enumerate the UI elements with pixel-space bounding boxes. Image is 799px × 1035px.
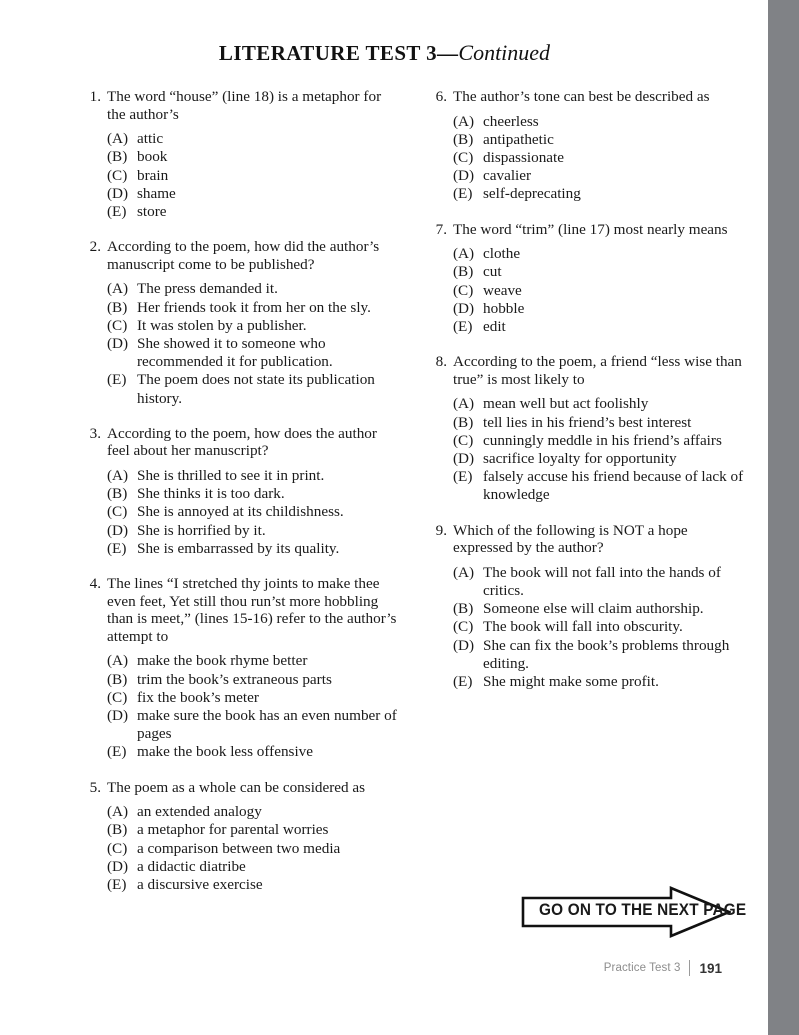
option-text: mean well but act foolishly (483, 395, 649, 413)
answer-option[interactable] (107, 503, 403, 521)
option-text: cut (483, 263, 502, 281)
option-text: edit (483, 318, 506, 336)
option-letter: (A) (107, 280, 129, 298)
answer-option[interactable] (453, 131, 749, 149)
answer-options (85, 130, 403, 221)
answer-options (431, 245, 749, 336)
answer-options (85, 803, 403, 894)
option-text: sacrifice loyalty for opportunity (483, 450, 677, 468)
answer-option[interactable] (107, 821, 403, 839)
option-letter: (A) (453, 395, 475, 413)
question-number: 9. (435, 521, 447, 539)
question-number: 7. (435, 220, 447, 238)
option-letter: (A) (107, 803, 129, 821)
option-text: She is embarrassed by its quality. (137, 539, 340, 557)
answer-option[interactable] (107, 485, 403, 503)
answer-option[interactable] (453, 468, 749, 504)
question-stem (431, 88, 749, 106)
option-text: The book will not fall into the hands of critics. (483, 563, 721, 600)
answer-option[interactable] (107, 540, 403, 558)
answer-option[interactable] (453, 564, 749, 600)
option-text: attic (137, 130, 164, 148)
question-number: 3. (89, 424, 101, 442)
option-text: She thinks it is too dark. (137, 485, 285, 503)
answer-option[interactable] (107, 467, 403, 485)
question-text: According to the poem, how did the author’s manuscript come to be published? (107, 238, 380, 273)
option-text: clothe (483, 245, 521, 263)
option-text: The press demanded it. (137, 280, 278, 298)
option-text: trim the book’s extraneous parts (137, 670, 332, 688)
question-stem (85, 575, 403, 645)
answer-option[interactable] (107, 671, 403, 689)
answer-option[interactable] (107, 689, 403, 707)
option-text: cheerless (483, 112, 539, 130)
option-text: make sure the book has an even number of pages (137, 707, 397, 743)
question-7 (431, 221, 749, 337)
option-letter: (D) (107, 707, 129, 724)
question-stem (85, 425, 403, 460)
answer-option[interactable] (107, 130, 403, 148)
option-text: She is horrified by it. (137, 521, 266, 539)
answer-option[interactable] (107, 148, 403, 166)
option-text: a comparison between two media (137, 839, 341, 857)
question-column-right (431, 88, 749, 708)
question-1 (85, 88, 403, 221)
option-letter: (E) (453, 318, 473, 336)
answer-option[interactable] (453, 245, 749, 263)
question-text: The word “house” (line 18) is a metaphor for the author’s (107, 88, 382, 123)
option-letter: (A) (453, 245, 475, 263)
question-9 (431, 522, 749, 692)
option-letter: (D) (107, 521, 129, 539)
option-letter: (B) (107, 670, 128, 688)
question-stem (85, 238, 403, 273)
option-letter: (B) (453, 413, 474, 431)
option-letter: (E) (107, 876, 127, 894)
answer-option[interactable] (453, 300, 749, 318)
option-letter: (B) (453, 130, 474, 148)
answer-option[interactable] (107, 299, 403, 317)
option-letter: (B) (107, 821, 128, 839)
question-text: The lines “I stretched thy joints to make thee even feet, Yet still thou run’st more hobbling than is meet,” (lines 15-16) refer to the author’s attempt to (107, 575, 397, 645)
option-letter: (B) (453, 263, 474, 281)
answer-option[interactable] (453, 263, 749, 281)
option-letter: (C) (107, 316, 128, 334)
option-letter: (D) (453, 636, 475, 654)
question-stem (431, 221, 749, 239)
option-text: an extended analogy (137, 803, 262, 821)
question-text: According to the poem, a friend “less wise than true” is most likely to (453, 353, 742, 388)
option-letter: (A) (453, 563, 475, 581)
answer-option[interactable] (453, 395, 749, 413)
answer-option[interactable] (107, 522, 403, 540)
page-edge-band (768, 0, 799, 1035)
question-number: 5. (89, 778, 101, 796)
next-page-label: GO ON TO THE NEXT PAGE (539, 901, 747, 919)
option-letter: (E) (107, 203, 127, 220)
answer-options (85, 652, 403, 761)
question-number: 4. (89, 575, 101, 593)
option-letter: (C) (107, 503, 128, 521)
option-letter: (D) (453, 299, 475, 317)
answer-option[interactable] (453, 600, 749, 618)
option-text: weave (483, 281, 522, 299)
answer-option[interactable] (107, 707, 403, 743)
question-text: The poem as a whole can be considered as (107, 778, 366, 796)
option-letter: (C) (453, 431, 474, 449)
option-letter: (C) (453, 149, 474, 166)
answer-options (431, 395, 749, 504)
option-letter: (D) (453, 167, 475, 185)
answer-option[interactable] (107, 858, 403, 876)
question-stem (431, 353, 749, 388)
answer-option[interactable] (107, 335, 403, 371)
answer-option[interactable] (453, 167, 749, 185)
option-text: a didactic diatribe (137, 857, 246, 875)
option-letter: (B) (107, 298, 128, 316)
footer-divider (689, 960, 690, 976)
answer-option[interactable] (453, 318, 749, 336)
option-letter: (B) (107, 148, 128, 166)
option-text: fix the book’s meter (137, 688, 259, 706)
go-on-to-next-page-banner (521, 886, 747, 938)
option-text: She is annoyed at its childishness. (137, 503, 344, 521)
option-text: cavalier (483, 167, 532, 185)
questions-area (0, 88, 769, 894)
answer-options (85, 280, 403, 407)
option-text: make the book rhyme better (137, 652, 308, 670)
question-stem (85, 88, 403, 123)
answer-option[interactable] (453, 673, 749, 691)
option-text: The book will fall into obscurity. (483, 618, 683, 636)
option-text: antipathetic (483, 130, 554, 148)
option-text: The poem does not state its publication history. (137, 371, 375, 407)
option-letter: (B) (107, 485, 128, 503)
answer-option[interactable] (107, 803, 403, 821)
option-letter: (C) (453, 281, 474, 299)
option-text: shame (137, 184, 176, 202)
answer-option[interactable] (107, 203, 403, 221)
option-letter: (A) (453, 112, 475, 130)
question-stem (85, 779, 403, 797)
answer-option[interactable] (107, 743, 403, 761)
page-footer (604, 960, 722, 976)
question-5 (85, 779, 403, 895)
option-letter: (E) (107, 539, 127, 557)
answer-option[interactable] (107, 840, 403, 858)
question-8 (431, 353, 749, 504)
option-letter: (E) (453, 673, 473, 691)
option-letter: (A) (107, 130, 129, 148)
option-text: make the book less offensive (137, 743, 314, 761)
question-number: 8. (435, 353, 447, 371)
question-6 (431, 88, 749, 204)
answer-options (431, 564, 749, 691)
option-text: a discursive exercise (137, 876, 263, 894)
footer-test-label: Practice Test 3 (603, 962, 681, 974)
option-letter: (D) (107, 184, 129, 202)
answer-option[interactable] (453, 618, 749, 636)
answer-option[interactable] (107, 652, 403, 670)
answer-option[interactable] (453, 432, 749, 450)
option-text: She might make some profit. (483, 673, 659, 691)
answer-option[interactable] (453, 414, 749, 432)
answer-options (85, 467, 403, 558)
option-text: She is thrilled to see it in print. (137, 467, 325, 484)
answer-option[interactable] (453, 282, 749, 300)
option-letter: (E) (453, 185, 473, 203)
option-letter: (E) (453, 468, 473, 486)
page-title-dash: — (436, 41, 459, 65)
option-letter: (D) (107, 335, 129, 352)
option-letter: (D) (453, 450, 475, 468)
option-letter: (A) (107, 652, 129, 670)
answer-option[interactable] (107, 185, 403, 203)
option-text: hobble (483, 299, 525, 317)
option-text: Her friends took it from her on the sly. (137, 298, 371, 316)
option-text: a metaphor for parental worries (137, 821, 329, 839)
question-text: The author’s tone can best be described as (453, 88, 710, 105)
option-text: She showed it to someone who recommended it for publication. (137, 335, 333, 371)
option-text: dispassionate (483, 149, 564, 166)
option-letter: (B) (453, 600, 474, 618)
option-letter: (E) (107, 371, 127, 389)
question-2 (85, 238, 403, 408)
question-number: 1. (89, 88, 101, 105)
question-column-left (85, 88, 403, 911)
answer-option[interactable] (107, 280, 403, 298)
option-text: Someone else will claim authorship. (483, 600, 704, 618)
answer-option[interactable] (107, 371, 403, 407)
answer-option[interactable] (107, 167, 403, 185)
answer-options (431, 113, 749, 204)
footer-page-number: 191 (699, 960, 722, 976)
option-text: book (137, 148, 168, 166)
question-text: The word “trim” (line 17) most nearly means (453, 220, 728, 238)
option-letter: (C) (107, 688, 128, 706)
option-text: falsely accuse his friend because of lack of knowledge (483, 468, 744, 504)
page-title-main: LITERATURE TEST 3 (218, 41, 437, 65)
option-text: cunningly meddle in his friend’s affairs (483, 431, 722, 449)
option-letter: (C) (107, 839, 128, 857)
answer-option[interactable] (107, 876, 403, 894)
question-3 (85, 425, 403, 558)
option-text: store (137, 203, 167, 220)
answer-option[interactable] (453, 113, 749, 131)
answer-option[interactable] (453, 185, 749, 203)
option-text: brain (137, 166, 169, 184)
option-letter: (A) (107, 467, 129, 484)
question-stem (431, 522, 749, 557)
question-number: 6. (435, 88, 447, 105)
question-number: 2. (89, 238, 101, 256)
option-text: It was stolen by a publisher. (137, 316, 307, 334)
question-text: Which of the following is NOT a hope expressed by the author? (453, 521, 688, 557)
option-text: tell lies in his friend’s best interest (483, 413, 692, 431)
answer-option[interactable] (453, 149, 749, 167)
option-letter: (E) (107, 743, 127, 761)
option-text: self-deprecating (483, 185, 581, 203)
answer-option[interactable] (453, 450, 749, 468)
answer-option[interactable] (107, 317, 403, 335)
option-letter: (C) (107, 166, 128, 184)
answer-option[interactable] (453, 637, 749, 673)
page-title (0, 40, 769, 66)
option-letter: (D) (107, 857, 129, 875)
option-text: She can fix the book’s problems through editing. (483, 636, 730, 672)
question-text: According to the poem, how does the author feel about her manuscript? (107, 424, 377, 460)
question-4 (85, 575, 403, 762)
option-letter: (C) (453, 618, 474, 636)
page-title-continued: Continued (458, 40, 551, 65)
